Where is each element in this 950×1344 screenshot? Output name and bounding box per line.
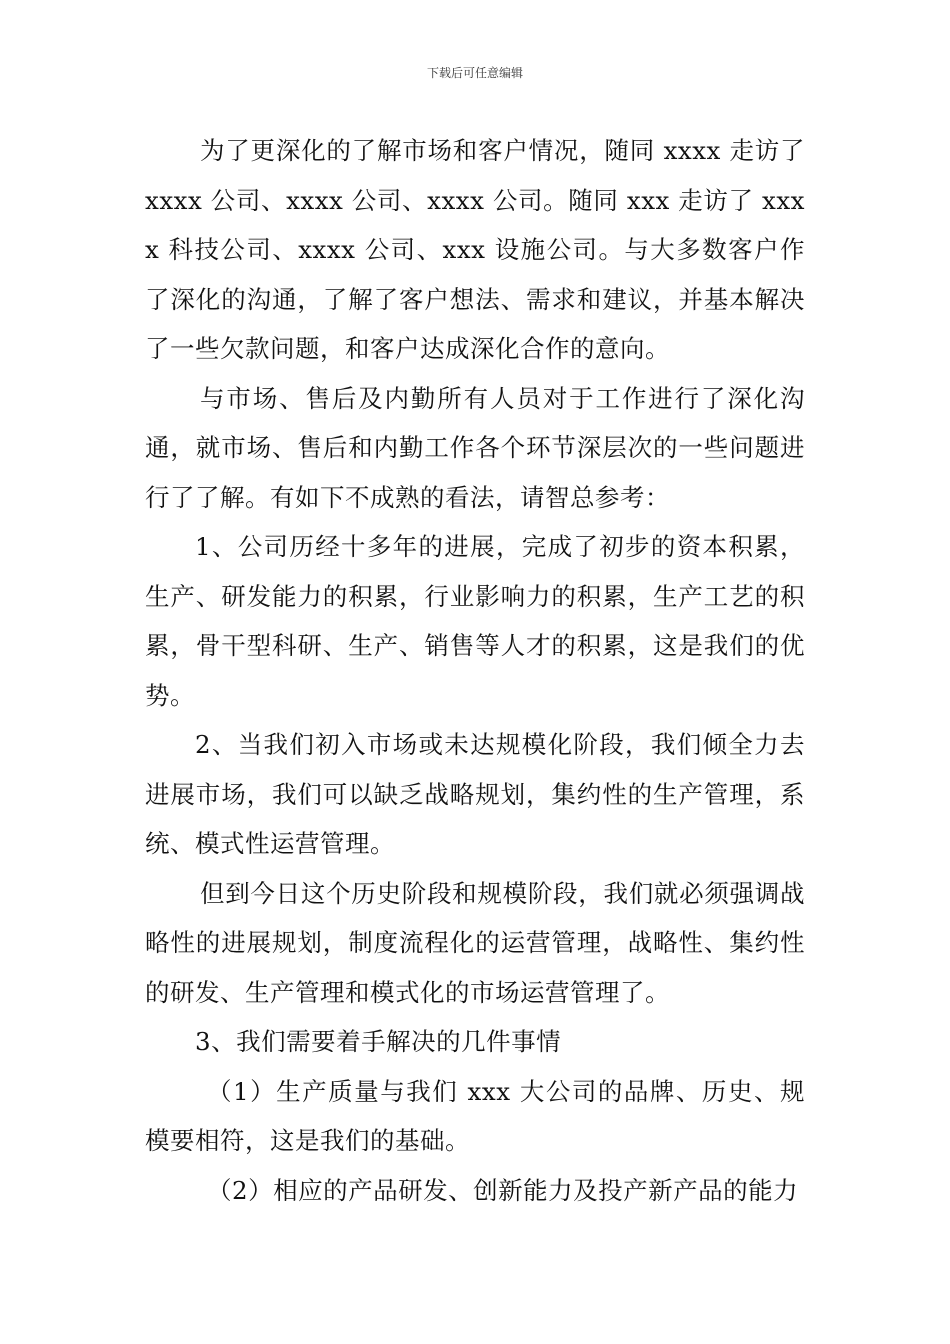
paragraph-point-1: 1、公司历经十多年的进展，完成了初步的资本积累，生产、研发能力的积累，行业影响力的积累，生产工艺的积累，骨干型科研、生产、销售等人才的积累，这是我们的优势。 <box>145 532 805 710</box>
paragraph-item-2: （2）相应的产品研发、创新能力及投产新产品的能力 <box>207 1175 799 1205</box>
paragraph-current-stage: 但到今日这个历史阶段和规模阶段，我们就必须强调战略性的进展规划，制度流程化的运营管理，战略性、集约性的研发、生产管理和模式化的市场运营管理了。 <box>145 878 805 1007</box>
page-header: 下载后可任意编辑 <box>426 66 523 80</box>
paragraph-visit-summary: 为了更深化的了解市场和客户情况，随同 xxxx 走访了 xxxx 公司、xxxx 公司、xxxx 公司。随同 xxx 走访了 xxxx 科技公司、xxxx 公司、xxx 设施公司。与大多数客户作了深化的沟通，了解了客户想法、需求和建议，并基本解决了一些欠款问题，和客户达成深化合作的意向。 <box>145 136 805 363</box>
document-body <box>145 126 805 1215</box>
paragraph-communication: 与市场、售后及内勤所有人员对于工作进行了深化沟通，就市场、售后和内勤工作各个环节深层次的一些问题进行了了解。有如下不成熟的看法，请智总参考： <box>145 383 805 512</box>
paragraph-point-3: 3、我们需要着手解决的几件事情 <box>195 1027 562 1056</box>
paragraph-item-1: （1）生产质量与我们 xxx 大公司的品牌、历史、规模要相符，这是我们的基础。 <box>145 1076 805 1155</box>
paragraph-point-2: 2、当我们初入市场或未达规模化阶段，我们倾全力去进展市场，我们可以缺乏战略规划，集约性的生产管理，系统、模式性运营管理。 <box>145 730 805 858</box>
